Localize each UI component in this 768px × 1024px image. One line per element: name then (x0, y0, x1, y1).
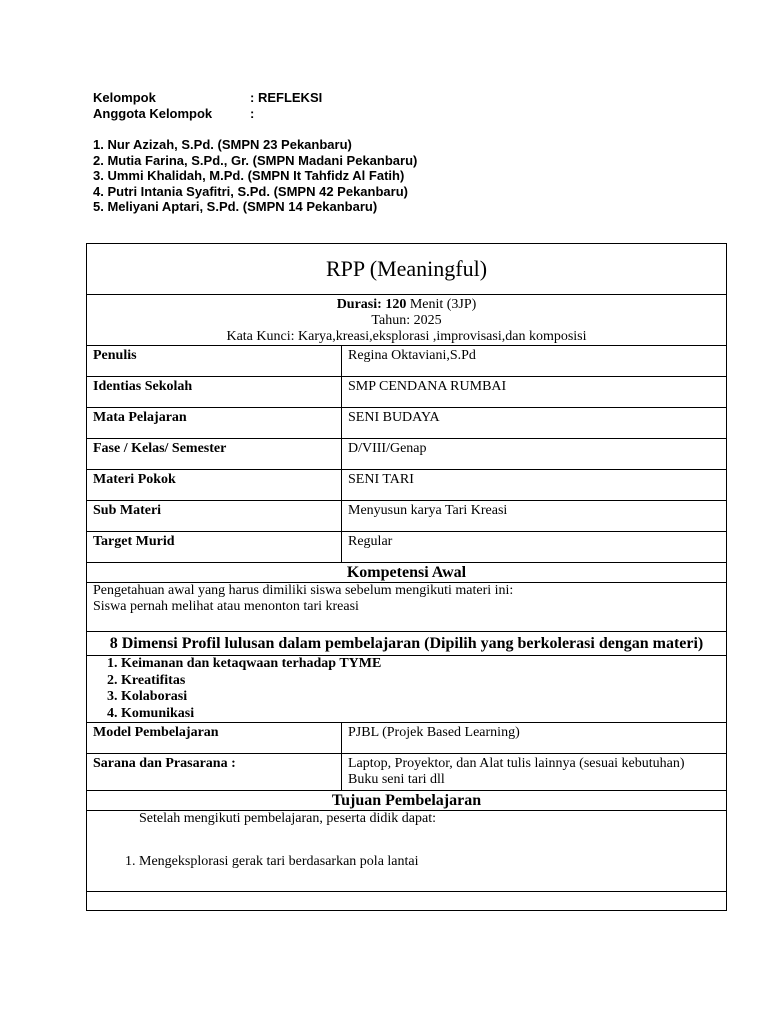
tujuan-intro: Setelah mengikuti pembelajaran, peserta didik dapat: (139, 811, 437, 826)
kompetensi-body (87, 583, 727, 632)
dimensi-item: 1. Keimanan dan ketaqwaan terhadap TYME (121, 656, 720, 673)
sarana-value (342, 754, 727, 791)
kelompok-label: Kelompok (93, 90, 156, 105)
group-header (93, 90, 417, 215)
info-value: SENI BUDAYA (342, 408, 727, 439)
tujuan-body (87, 811, 727, 892)
info-label: Fase / Kelas/ Semester (87, 439, 342, 470)
info-label: Mata Pelajaran (87, 408, 342, 439)
rpp-table (86, 243, 727, 911)
kelompok-row (93, 90, 417, 106)
kompetensi-line: Siswa pernah melihat atau menonton tari kreasi (93, 599, 359, 614)
info-row (87, 377, 727, 408)
info-label: Materi Pokok (87, 470, 342, 501)
dimensi-list (93, 656, 720, 722)
member-item: 5. Meliyani Aptari, S.Pd. (SMPN 14 Pekanbaru) (93, 199, 378, 214)
info-row (87, 532, 727, 563)
member-item: 4. Putri Intania Syafitri, S.Pd. (SMPN 42 Pekanbaru) (93, 183, 408, 199)
info-label: Target Murid (87, 532, 342, 563)
rpp-title: RPP (Meaningful) (87, 244, 727, 295)
dimensi-item: 3. Kolaborasi (121, 689, 720, 706)
durasi-line (93, 297, 720, 313)
info-label: Penulis (87, 346, 342, 377)
sarana-line: Buku seni tari dll (348, 772, 445, 787)
info-row (87, 470, 727, 501)
sarana-line: Laptop, Proyektor, dan Alat tulis lainnya (sesuai kebutuhan) (348, 756, 685, 771)
dimensi-item: 2. Kreatifitas (121, 673, 720, 690)
info-label: Sub Materi (87, 501, 342, 532)
member-item: 3. Ummi Khalidah, M.Pd. (SMPN It Tahfidz Al Fatih) (93, 168, 405, 183)
dimensi-heading: 8 Dimensi Profil lulusan dalam pembelajaran (Dipilih yang berkolerasi dengan materi) (87, 632, 727, 656)
tujuan-heading: Tujuan Pembelajaran (87, 791, 727, 811)
info-row (87, 408, 727, 439)
kompetensi-heading: Kompetensi Awal (87, 563, 727, 583)
tujuan-item: 1. Mengeksplorasi gerak tari berdasarkan pola lantai (139, 854, 720, 870)
member-list (93, 137, 417, 215)
info-value: D/VIII/Genap (342, 439, 727, 470)
model-value: PJBL (Projek Based Learning) (342, 723, 727, 754)
anggota-label: Anggota Kelompok (93, 106, 213, 121)
dimensi-item: 4. Komunikasi (121, 706, 720, 723)
model-label: Model Pembelajaran (87, 723, 342, 754)
durasi-number: 120 (385, 297, 407, 312)
info-label: Identias Sekolah (87, 377, 342, 408)
info-row (87, 439, 727, 470)
tujuan-list (93, 854, 720, 870)
info-value: SENI TARI (342, 470, 727, 501)
tahun-line: Tahun: 2025 (371, 313, 442, 328)
empty-row (87, 892, 727, 911)
kata-kunci-line: Kata Kunci: Karya,kreasi,eksplorasi ,improvisasi,dan komposisi (226, 329, 587, 344)
member-item: 1. Nur Azizah, S.Pd. (SMPN 23 Pekanbaru) (93, 137, 352, 152)
dimensi-body (87, 656, 727, 723)
sarana-label: Sarana dan Prasarana : (87, 754, 342, 791)
info-value: Regina Oktaviani,S.Pd (342, 346, 727, 377)
info-row (87, 501, 727, 532)
info-row (87, 346, 727, 377)
info-value: Regular (342, 532, 727, 563)
anggota-value: : (250, 106, 255, 121)
kompetensi-line: Pengetahuan awal yang harus dimiliki siswa sebelum mengikuti materi ini: (93, 583, 514, 598)
rpp-meta (87, 295, 727, 346)
anggota-row (93, 106, 417, 122)
kelompok-value: : REFLEKSI (250, 90, 323, 105)
member-item: 2. Mutia Farina, S.Pd., Gr. (SMPN Madani Pekanbaru) (93, 152, 418, 168)
info-value: Menyusun karya Tari Kreasi (342, 501, 727, 532)
durasi-rest: Menit (3JP) (409, 297, 477, 312)
info-value: SMP CENDANA RUMBAI (342, 377, 727, 408)
durasi-label: Durasi: (336, 297, 382, 312)
model-row (87, 723, 727, 754)
